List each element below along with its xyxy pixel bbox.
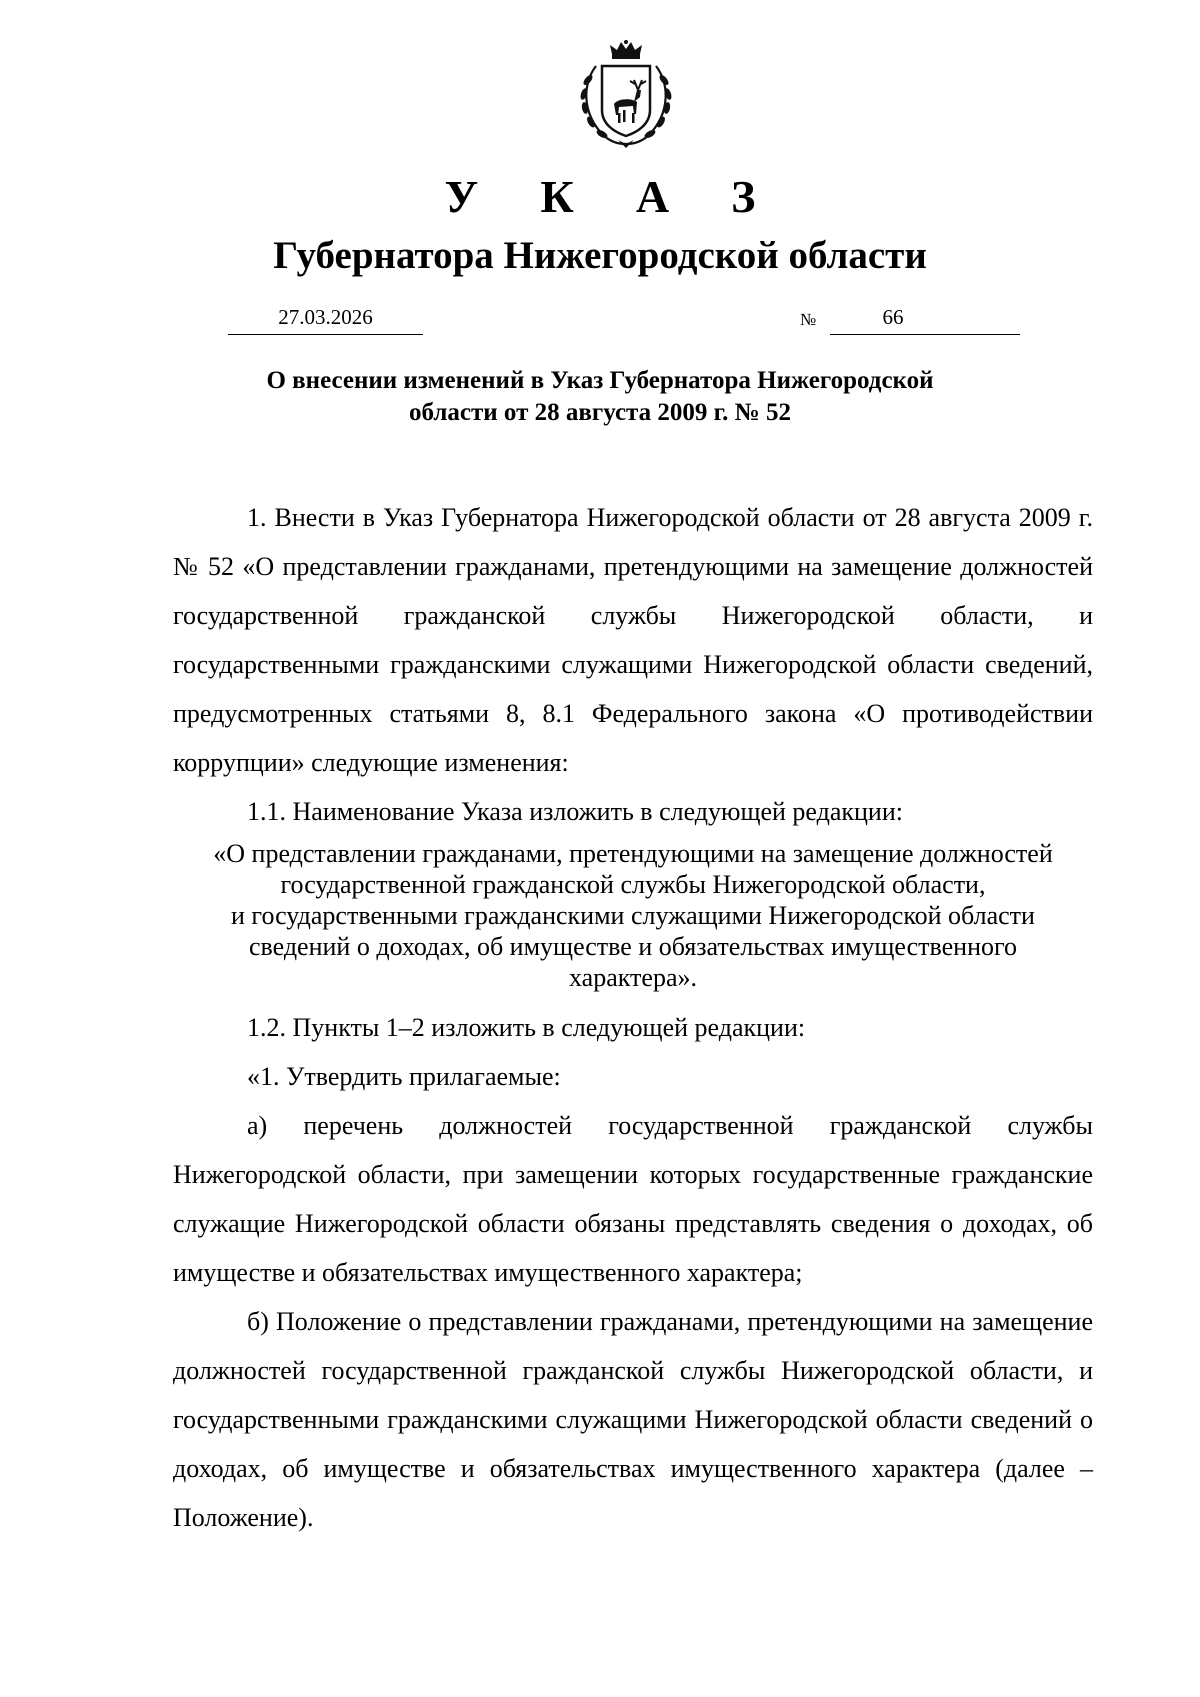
quote-line-5: характера». xyxy=(569,963,697,992)
paragraph-item-b: б) Положение о представлении гражданами, претендующими на замещение должностей государственной гражданской службы Нижегородской области, и государственными гражданскими служащими Нижегородской области сведений о доходах, об имуществе и обязательствах имущественного характера (далее – Положение). xyxy=(173,1307,1093,1532)
quote-line-1: «О представлении гражданами, претендующими на замещение должностей xyxy=(213,839,1053,868)
document-subject-line-1: О внесении изменений в Указ Губернатора Нижегородской xyxy=(266,367,934,394)
paragraph-1-1: 1.1. Наименование Указа изложить в следующей редакции: xyxy=(247,797,903,826)
document-subject-line-2: области от 28 августа 2009 г. № 52 xyxy=(408,399,792,426)
quote-line-4: сведений о доходах, об имуществе и обязательствах имущественного xyxy=(248,932,1018,961)
paragraph-1: 1. Внести в Указ Губернатора Нижегородской области от 28 августа 2009 г. № 52 «О представлении гражданами, претендующими на замещение должностей государственной гражданской службы Нижегородской области, и государственными гражданскими служащими Нижегородской области сведений, предусмотренных статьями 8, 8.1 Федерального закона «О противодействии коррупции» следующие изменения: xyxy=(173,503,1093,777)
document-number-field xyxy=(830,300,1020,335)
document-number: 66 xyxy=(882,305,904,329)
quote-line-2: государственной гражданской службы Нижегородской области, xyxy=(280,870,986,899)
document-body xyxy=(173,493,1093,1542)
quote-line-3: и государственными гражданскими служащими Нижегородской области xyxy=(231,901,1035,930)
quoted-new-title xyxy=(173,836,1093,1003)
document-date: 27.03.2026 xyxy=(228,300,423,335)
paragraph-1-2: 1.2. Пункты 1–2 изложить в следующей редакции: xyxy=(247,1013,806,1042)
issuer-title: Губернатора Нижегородской области xyxy=(273,234,927,277)
paragraph-item-a: а) перечень должностей государственной гражданской службы Нижегородской области, при замещении которых государственные гражданские служащие Нижегородской области обязаны представлять сведения о доходах, об имуществе и обязательствах имущественного характера; xyxy=(173,1111,1093,1287)
document-subject-title xyxy=(200,365,1000,429)
document-type-title: У К А З xyxy=(444,171,781,222)
paragraph-approve: «1. Утвердить прилагаемые: xyxy=(247,1062,561,1091)
number-label: № xyxy=(800,310,817,329)
coat-of-arms-emblem-icon xyxy=(574,40,678,150)
